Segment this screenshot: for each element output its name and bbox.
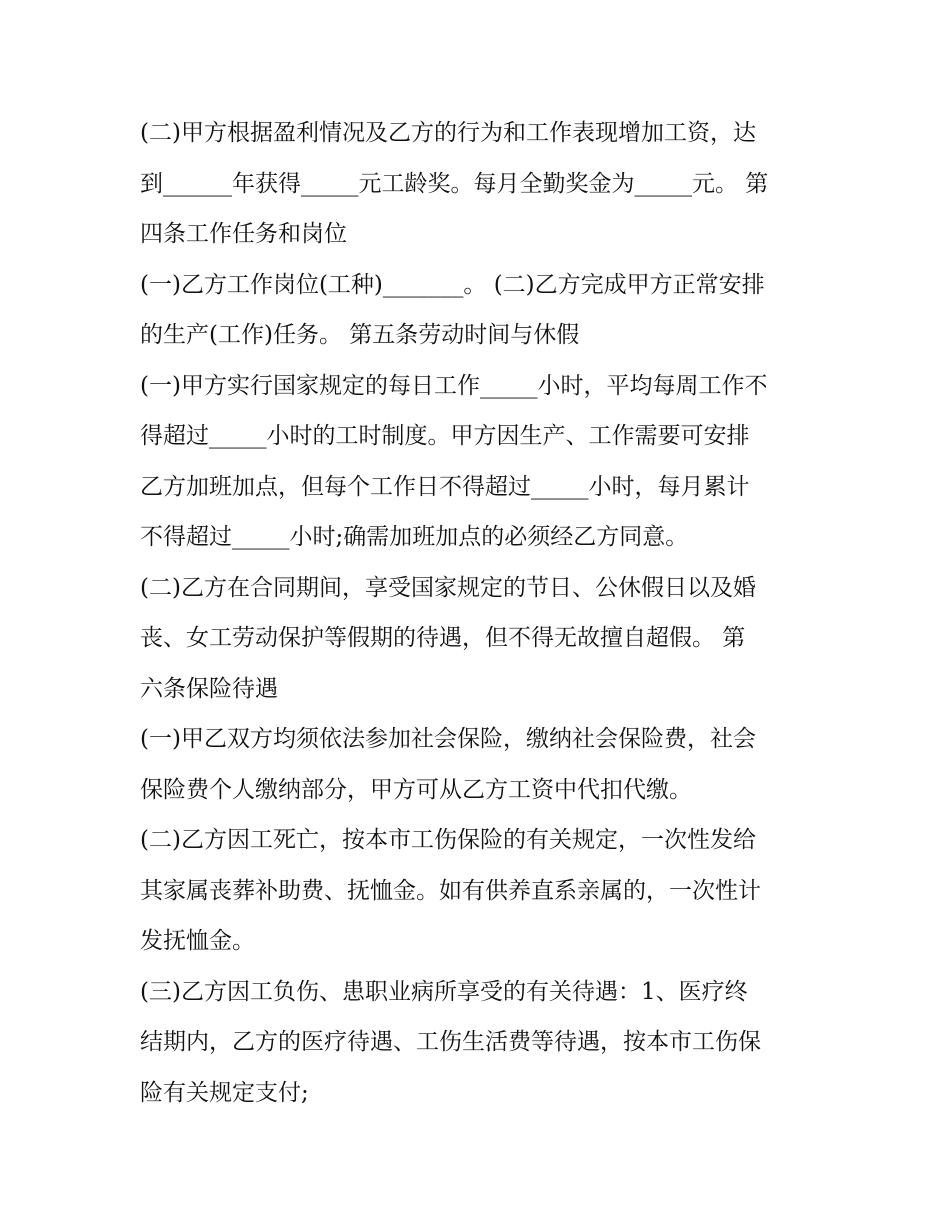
text-line: (二)甲方根据盈利情况及乙方的行为和工作表现增加工资，达 <box>140 120 756 146</box>
text-line: 丧、女工劳动保护等假期的待遇，但不得无故擅自超假。 第 <box>140 625 746 651</box>
text-line: 的生产(工作)任务。 第五条劳动时间与休假 <box>140 322 580 348</box>
text-line: (一)甲方实行国家规定的每日工作_____小时，平均每周工作不 <box>140 372 768 399</box>
text-line: 发抚恤金。 <box>140 928 255 954</box>
text-line: 到______年获得_____元工龄奖。每月全勤奖金为_____元。 第 <box>140 170 769 197</box>
text-line: 险有关规定支付; <box>140 1079 309 1106</box>
document-page <box>140 108 820 1118</box>
text-line: 四条工作任务和岗位 <box>140 221 347 247</box>
text-line: 六条保险待遇 <box>140 675 278 702</box>
text-line: 乙方加班加点，但每个工作日不得超过_____小时，每月累计 <box>140 473 750 500</box>
text-line: (二)乙方在合同期间，享受国家规定的节日、公休假日以及婚 <box>140 574 756 601</box>
text-line: (一)甲乙双方均须依法参加社会保险，缴纳社会保险费，社会 <box>140 726 756 752</box>
text-line: (三)乙方因工负伤、患职业病所享受的有关待遇：1、医疗终 <box>140 978 748 1005</box>
text-line: 结期内，乙方的医疗待遇、工伤生活费等待遇，按本市工伤保 <box>140 1029 761 1055</box>
text-line: (二)乙方因工死亡，按本市工伤保险的有关规定，一次性发给 <box>140 827 756 853</box>
text-line: 保险费个人缴纳部分，甲方可从乙方工资中代扣代缴。 <box>140 776 692 803</box>
text-line: 其家属丧葬补助费、抚恤金。如有供养直系亲属的，一次性计 <box>140 877 761 904</box>
text-line: 得超过_____小时的工时制度。甲方因生产、工作需要可安排 <box>140 423 750 449</box>
text-line: (一)乙方工作岗位(工种)_______。 (二)乙方完成甲方正常安排 <box>140 271 765 298</box>
text-line: 不得超过_____小时;确需加班加点的必须经乙方同意。 <box>140 524 689 550</box>
